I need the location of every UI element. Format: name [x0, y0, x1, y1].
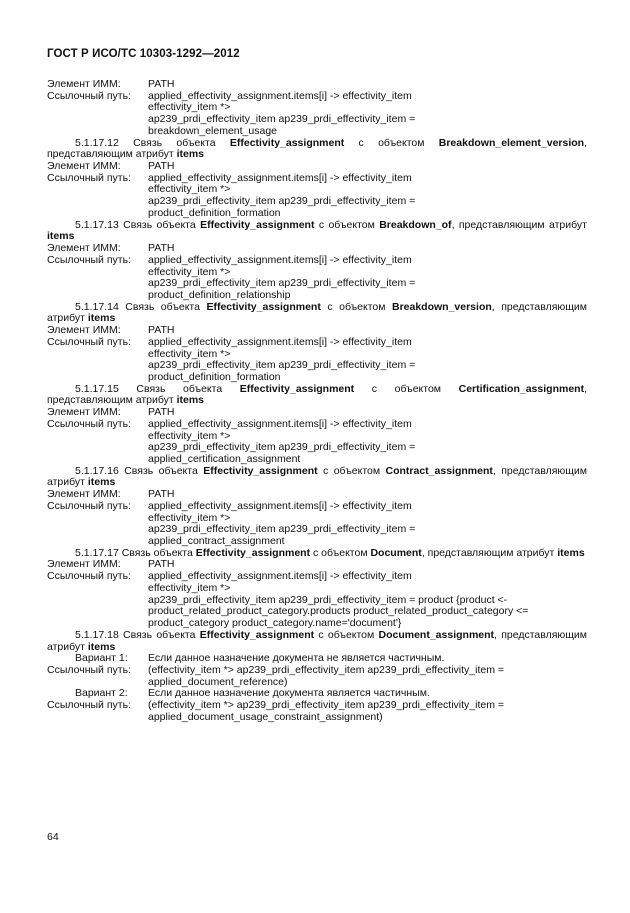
page-number: 64 — [47, 831, 59, 843]
path-line: applied_contract_assignment — [148, 535, 285, 548]
path-line: product_definition_formation — [148, 370, 281, 383]
path-line: effectivity_item *> — [148, 265, 231, 278]
reference-path-row — [47, 173, 587, 220]
section-suffix: , представляющим атрибут — [421, 546, 558, 559]
section-heading — [47, 220, 587, 243]
path-line: ap239_prdi_effectivity_item ap239_prdi_effectivity_item = — [148, 113, 416, 126]
section-target: Certification_assignment — [458, 382, 585, 395]
section-attr: items — [176, 394, 205, 407]
section-mid: с объектом — [354, 382, 459, 395]
mapping-sections — [47, 138, 587, 630]
section-entity: Effectivity_assignment — [229, 136, 345, 149]
section-heading — [47, 630, 587, 653]
reference-path-row — [47, 501, 587, 548]
path-line: effectivity_item *> — [148, 101, 231, 114]
path-line: applied_effectivity_assignment.items[i] -> effectivity_item — [148, 417, 412, 430]
section-heading — [47, 138, 587, 161]
imm-element-label: Элемент ИММ: — [47, 324, 121, 337]
reference-path-label: Ссылочный путь: — [47, 570, 131, 583]
section-attr: items — [557, 546, 585, 559]
section-mid: с объектом — [344, 136, 439, 149]
imm-element-label: Элемент ИММ: — [47, 558, 121, 571]
imm-element-value: PATH — [148, 324, 175, 337]
imm-element-label: Элемент ИММ: — [47, 488, 121, 501]
reference-path-value — [148, 571, 587, 630]
reference-path-label: Ссылочный путь: — [47, 335, 131, 348]
section-target: Document — [370, 546, 422, 559]
imm-element-value: PATH — [148, 78, 175, 90]
section-mid: с объектом — [314, 218, 380, 231]
reference-path-label: Ссылочный путь: — [47, 417, 131, 430]
path-line: product_definition_formation — [148, 206, 281, 219]
section-entity: Effectivity_assignment — [239, 382, 355, 395]
section-prefix: 5.1.17.15 Связь объекта — [75, 382, 240, 395]
reference-path-row — [47, 91, 587, 138]
path-line: applied_document_usage_constraint_assignment) — [148, 710, 383, 723]
section-target: Contract_assignment — [385, 464, 493, 477]
section-target: Breakdown_version — [391, 300, 492, 313]
path-line: applied_effectivity_assignment.items[i] -> effectivity_item — [148, 499, 412, 512]
path-line: effectivity_item *> — [148, 347, 231, 360]
section-suffix: , представляющим атрибут — [47, 464, 587, 489]
path-line: product_definition_relationship — [148, 288, 291, 301]
variant-2-text: Если данное назначение документа является частичным. — [148, 687, 430, 700]
section-attr: items — [87, 476, 116, 489]
path-line: applied_effectivity_assignment.items[i] -> effectivity_item — [148, 171, 412, 184]
reference-path-value — [148, 700, 587, 723]
path-line: ap239_prdi_effectivity_item ap239_prdi_effectivity_item = — [148, 195, 416, 208]
section-prefix: 5.1.17.13 Связь объекта — [75, 218, 201, 231]
imm-element-label: Элемент ИММ: — [47, 78, 121, 90]
section-prefix: 5.1.17.17 Связь объекта — [75, 546, 196, 559]
reference-path-label: Ссылочный путь: — [47, 171, 131, 184]
reference-path-value — [148, 419, 587, 466]
reference-path-row — [47, 700, 587, 723]
reference-path-row — [47, 571, 587, 630]
section-prefix: 5.1.17.18 Связь объекта — [75, 628, 200, 641]
reference-path-value — [148, 91, 587, 138]
imm-element-label: Элемент ИММ: — [47, 160, 121, 173]
reference-path-value — [148, 255, 587, 302]
path-line: (effectivity_item *> ap239_prdi_effectivity_item ap239_prdi_effectivity_item = — [148, 699, 505, 712]
page-header: ГОСТ Р ИСО/ТС 10303-1292—2012 — [47, 48, 240, 60]
reference-path-label: Ссылочный путь: — [47, 253, 131, 266]
path-line: applied_certification_assignment — [148, 453, 301, 465]
path-line: ap239_prdi_effectivity_item ap239_prdi_effectivity_item = product {product <- — [148, 593, 508, 606]
path-line: breakdown_element_usage — [148, 124, 278, 137]
path-line: effectivity_item *> — [148, 183, 231, 196]
section-suffix: , представляющим атрибут — [47, 136, 587, 161]
imm-element-value: PATH — [148, 160, 175, 173]
reference-path-value — [148, 173, 587, 220]
path-line: product_related_product_category.products product_related_product_category <= — [148, 605, 529, 618]
reference-path-value — [148, 665, 587, 688]
path-line: ap239_prdi_effectivity_item ap239_prdi_effectivity_item = — [148, 359, 416, 372]
path-line: applied_effectivity_assignment.items[i] -> effectivity_item — [148, 89, 412, 102]
section-attr: items — [87, 312, 116, 325]
imm-element-row — [47, 161, 587, 173]
section-entity: Effectivity_assignment — [200, 218, 315, 231]
section-attr: items — [87, 640, 116, 653]
path-line: applied_effectivity_assignment.items[i] -> effectivity_item — [148, 253, 412, 266]
imm-element-label: Элемент ИММ: — [47, 406, 121, 419]
section-heading — [47, 466, 587, 489]
path-line: applied_effectivity_assignment.items[i] -> effectivity_item — [148, 570, 412, 583]
section-suffix: , представляющим атрибут — [47, 628, 587, 653]
section-mid: с объектом — [317, 464, 386, 477]
section-suffix: , представляющим атрибут — [47, 382, 587, 407]
section-mid: с объектом — [310, 546, 371, 559]
reference-path-row — [47, 337, 587, 384]
section-suffix: , представляющим атрибут — [47, 300, 587, 325]
section-target: Breakdown_of — [379, 218, 452, 231]
reference-path-row — [47, 255, 587, 302]
reference-path-label: Ссылочный путь: — [47, 499, 131, 512]
section-heading — [47, 302, 587, 325]
imm-element-value: PATH — [148, 406, 175, 419]
section-target: Document_assignment — [378, 628, 495, 641]
path-line: effectivity_item *> — [148, 581, 231, 594]
reference-path-value — [148, 501, 587, 548]
path-line: effectivity_item *> — [148, 511, 231, 524]
imm-element-value: PATH — [148, 242, 175, 255]
imm-element-value: PATH — [148, 558, 175, 571]
path-line: effectivity_item *> — [148, 429, 231, 442]
section-prefix: 5.1.17.14 Связь объекта — [75, 300, 207, 313]
reference-path-row — [47, 419, 587, 466]
section-suffix: , представляющим атрибут — [451, 218, 587, 231]
section-prefix: 5.1.17.12 Связь объекта — [75, 136, 230, 149]
document-body — [47, 79, 587, 724]
reference-path-label: Ссылочный путь: — [47, 699, 131, 712]
path-line: (effectivity_item *> ap239_prdi_effectivity_item ap239_prdi_effectivity_item = — [148, 663, 505, 676]
section-target: Breakdown_element_version — [438, 136, 585, 149]
path-line: ap239_prdi_effectivity_item ap239_prdi_effectivity_item = — [148, 523, 416, 536]
section-heading — [47, 548, 587, 560]
reference-path-row — [47, 665, 587, 688]
path-line: ap239_prdi_effectivity_item ap239_prdi_effectivity_item = — [148, 277, 416, 290]
section-entity: Effectivity_assignment — [206, 300, 321, 313]
variant-1-text: Если данное назначение документа не является частичным. — [148, 652, 445, 665]
section-mid: с объектом — [314, 628, 379, 641]
imm-element-label: Элемент ИММ: — [47, 242, 121, 255]
section-heading — [47, 384, 587, 407]
path-line: ap239_prdi_effectivity_item ap239_prdi_effectivity_item = — [148, 441, 416, 454]
section-entity: Effectivity_assignment — [199, 628, 315, 641]
path-line: product_category product_category.name='document'} — [148, 617, 402, 630]
imm-element-row — [47, 79, 587, 91]
path-line: applied_document_reference) — [148, 675, 288, 688]
section-prefix: 5.1.17.16 Связь объекта — [75, 464, 204, 477]
section-entity: Effectivity_assignment — [195, 546, 311, 559]
variant-2-label: Вариант 2: — [75, 687, 128, 700]
reference-path-label: Ссылочный путь: — [47, 663, 131, 676]
variant-1-label: Вариант 1: — [75, 652, 128, 665]
reference-path-label: Ссылочный путь: — [47, 89, 131, 102]
imm-element-value: PATH — [148, 488, 175, 501]
section-mid: с объектом — [320, 300, 392, 313]
reference-path-value — [148, 337, 587, 384]
section-entity: Effectivity_assignment — [203, 464, 318, 477]
section-attr: items — [47, 230, 75, 243]
section-attr: items — [176, 148, 205, 161]
path-line: applied_effectivity_assignment.items[i] -> effectivity_item — [148, 335, 412, 348]
